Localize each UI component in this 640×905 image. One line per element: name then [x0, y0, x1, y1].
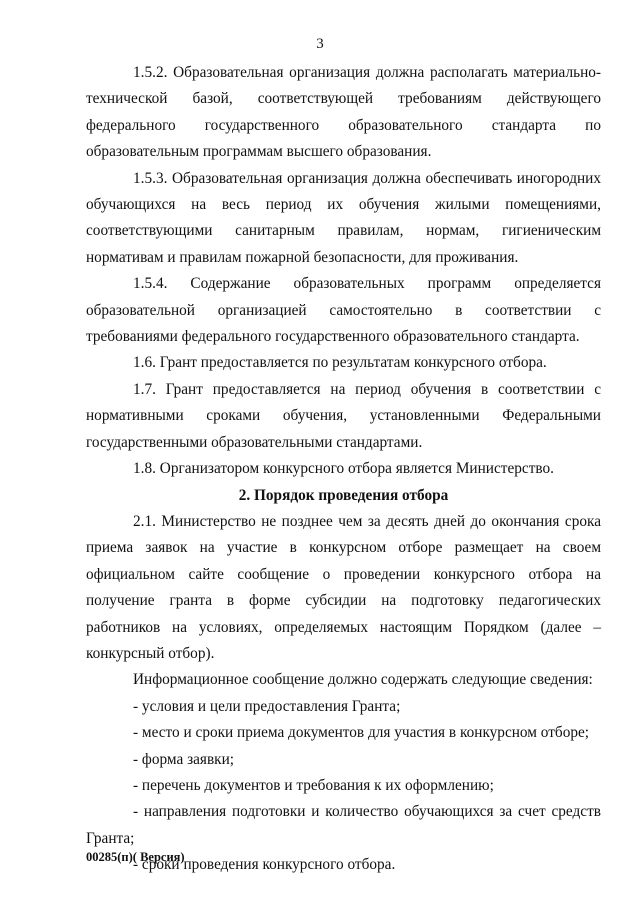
list-item: - место и сроки приема документов для участия в конкурсном отборе;: [133, 724, 590, 742]
paragraph-1-7: 1.7. Грант предоставляется на период обучения в соответствии с нормативными сроками обучения, установленными Федеральными государственными образовательными стандартами.: [86, 380, 601, 451]
list-item: - перечень документов и требования к их оформлению;: [133, 776, 494, 794]
paragraph-2-1: 2.1. Министерство не позднее чем за десять дней до окончания срока приема заявок на участие в конкурсном отборе размещает на своем официальном сайте сообщение о проведении конкурсного отбора на получение гранта в форме субсидии на подготовку педагогических работников на условиях, определяемых настоящим Порядком (далее – конкурсный отбор).: [86, 512, 601, 662]
paragraph-1-8: 1.8. Организатором конкурсного отбора является Министерство.: [133, 460, 554, 478]
section-2-heading: 2. Порядок проведения отбора: [238, 486, 449, 504]
document-version-code: 00285(п)( Версия): [86, 850, 185, 864]
paragraph-1-5-2: 1.5.2. Образовательная организация должна располагать материально-технической базой, соответствующей требованиям действующего федерального государственного образовательного стандарта по образовательным программам высшего образования.: [86, 64, 601, 161]
paragraph-1-5-3: 1.5.3. Образовательная организация должна обеспечивать иногородних обучающихся на весь период их обучения жилыми помещениями, соответствующими санитарным правилам, нормам, гигиеническим нормативам и правилам пожарной безопасности, для проживания.: [86, 169, 601, 266]
list-item: - сроки проведения конкурсного отбора.: [133, 856, 396, 874]
list-item: - направления подготовки и количество обучающихся за счет средств Гранта;: [86, 803, 601, 847]
document-body: [86, 60, 601, 879]
list-item: - форма заявки;: [133, 750, 235, 768]
paragraph-info-intro: Информационное сообщение должно содержать следующие сведения:: [133, 671, 593, 689]
list-item: - условия и цели предоставления Гранта;: [133, 697, 401, 715]
paragraph-1-5-4: 1.5.4. Содержание образовательных программ определяется образовательной организацией самостоятельно в соответствии с требованиями федерального государственного образовательного стандарта.: [86, 275, 601, 346]
paragraph-1-6: 1.6. Грант предоставляется по результатам конкурсного отбора.: [133, 354, 547, 372]
page-number: 3: [316, 36, 324, 52]
